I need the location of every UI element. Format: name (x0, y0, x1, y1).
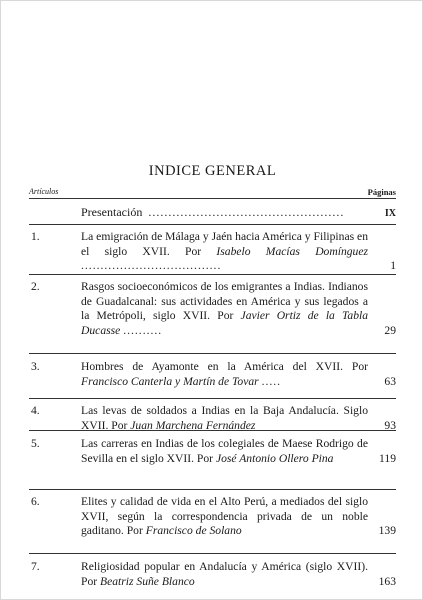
entry-author: Javier Ortiz de la Tabla Ducasse (81, 309, 369, 337)
entry-title: Elites y calidad de vida en el Alto Perú, a mediados del siglo XVII, según la correspondencia privada de un noble gaditano. Por (81, 495, 368, 537)
entry-rule (29, 398, 396, 399)
entry-number: 3. (31, 360, 40, 373)
entry-rule (29, 489, 396, 490)
toc-entry-6[interactable] (29, 495, 396, 539)
entry-title: Las carreras en Indias de los colegiales de Maese Rodrigo de Sevilla en el siglo XVII. Por (81, 437, 368, 465)
dot-leader: ................................................. (148, 205, 345, 219)
dot-leader: .................................... (81, 259, 222, 272)
entry-text (81, 495, 368, 539)
toc-entry-2[interactable] (29, 280, 396, 338)
entry-page: 93 (384, 418, 396, 432)
toc-entry-7[interactable] (29, 560, 396, 589)
entry-text (81, 280, 368, 338)
entry-page: 29 (384, 323, 396, 337)
entry-text (81, 360, 368, 389)
entry-rule (29, 274, 396, 275)
entry-author: Beatriz Suñe Blanco (100, 574, 195, 588)
entry-number: 6. (31, 495, 40, 508)
column-header-pages: Páginas (367, 187, 396, 197)
toc-entry-3[interactable] (29, 360, 396, 389)
entry-author: Juan Marchena Fernández (130, 418, 256, 432)
toc-entry-1[interactable] (29, 230, 396, 274)
entry-text (81, 230, 368, 274)
presentation-page: IX (384, 208, 396, 219)
entry-page: 139 (378, 524, 396, 537)
toc-entry-4[interactable] (29, 404, 396, 433)
entry-page: 1 (390, 259, 396, 272)
entry-text (81, 404, 368, 433)
entry-title: Religiosidad popular en Andalucía y América (siglo XVII). Por (81, 560, 368, 588)
column-header-articles: Artículos (29, 187, 59, 196)
entry-rule (29, 430, 396, 431)
entry-title: Rasgos socioeconómicos de los emigrantes a Indias. Indianos de Guadalcanal: sus actividades en América y sus legados a la Metrópoli, siglo XVII. Por (81, 280, 368, 322)
entry-text (81, 437, 368, 466)
dot-leader: .......... (123, 323, 163, 337)
entry-page: 119 (379, 451, 396, 465)
entry-title: La emigración de Málaga y Jaén hacia América y Filipinas en el siglo XVII. Por (81, 230, 368, 258)
entry-number: 5. (31, 437, 40, 450)
header-rule (29, 198, 396, 199)
entry-number: 7. (31, 560, 40, 573)
entry-author: Francisco de Solano (145, 524, 242, 537)
entry-page: 163 (378, 574, 396, 588)
entry-number: 1. (31, 230, 40, 243)
entry-rule (29, 553, 396, 554)
entry-author: Isabelo Macías Domínguez (216, 244, 368, 258)
entry-text (81, 560, 368, 589)
entry-number: 4. (31, 404, 40, 417)
entry-title: Las levas de soldados a Indias en la Baja Andalucía. Siglo XVII. Por (81, 404, 368, 432)
page-title: INDICE GENERAL (148, 163, 277, 179)
entry-rule (29, 224, 396, 225)
entry-page: 63 (384, 374, 396, 388)
entry-number: 2. (31, 280, 40, 293)
toc-entry-5[interactable] (29, 437, 396, 466)
entry-rule (29, 353, 396, 354)
presentation-label: Presentación (81, 205, 143, 219)
presentation-entry[interactable] (81, 205, 396, 220)
entry-title: Hombres de Ayamonte en la América del XVII. Por (81, 360, 368, 373)
entry-author: Francisco Canterla y Martín de Tovar (81, 374, 259, 388)
dot-leader: ..... (261, 374, 282, 388)
entry-author: José Antonio Ollero Pina (215, 451, 334, 465)
